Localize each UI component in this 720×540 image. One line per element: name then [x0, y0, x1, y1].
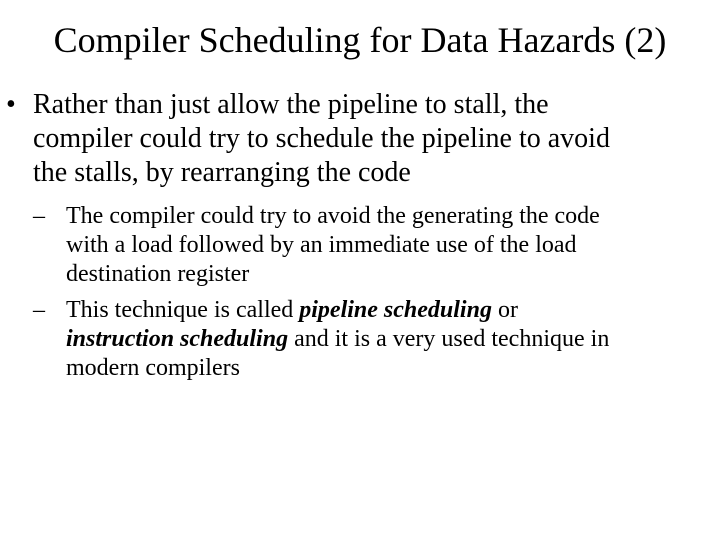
- bullet-line: the stalls, by rearranging the code: [33, 157, 411, 188]
- emphasis-term: pipeline scheduling: [299, 297, 492, 323]
- dash-marker: –: [33, 203, 45, 229]
- dash-marker: –: [33, 297, 45, 323]
- sub-bullet-line: with a load followed by an immediate use of the load: [66, 232, 577, 258]
- sub-bullet-text: This technique is called: [66, 297, 300, 323]
- sub-bullet-line: [66, 296, 720, 325]
- bullet-item: [0, 88, 720, 190]
- emphasis-term: instruction scheduling: [66, 326, 289, 352]
- sub-bullet-item: [0, 296, 720, 383]
- sub-bullet-text: or: [491, 297, 518, 323]
- bullet-marker: •: [6, 89, 16, 120]
- sub-bullet-line: destination register: [66, 261, 250, 287]
- sub-bullet-line: [66, 325, 720, 354]
- sub-bullet-item: [0, 202, 720, 289]
- sub-bullet-line: The compiler could try to avoid the generating the code: [66, 203, 600, 229]
- content-area: [0, 88, 720, 390]
- bullet-line: Rather than just allow the pipeline to stall, the: [33, 89, 549, 120]
- sub-bullet-text: and it is a very used technique in: [288, 326, 610, 352]
- sub-bullet-list: [0, 202, 720, 383]
- slide-title: Compiler Scheduling for Data Hazards (2): [53, 20, 667, 60]
- bullet-line: compiler could try to schedule the pipeline to avoid: [33, 123, 610, 154]
- sub-bullet-line: modern compilers: [66, 355, 240, 381]
